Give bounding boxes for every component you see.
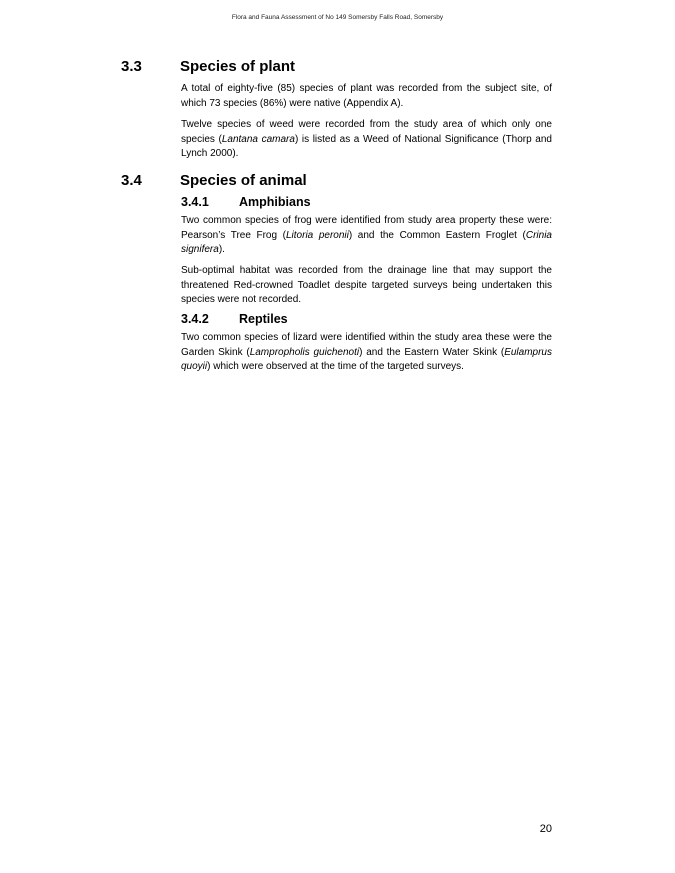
section-3-4-heading: [121, 172, 307, 190]
species-name: Litoria peronii: [286, 229, 349, 241]
subsection-number: 3.4.2: [181, 312, 209, 326]
reptiles-heading: [181, 312, 288, 327]
section-number: 3.3: [121, 58, 142, 75]
subsection-title: Amphibians: [239, 195, 311, 209]
plant-paragraph-2: [181, 118, 552, 162]
subsection-number: 3.4.1: [181, 195, 209, 209]
text-run: ).: [218, 244, 225, 255]
section-title: Species of animal: [180, 172, 307, 189]
text-run: ) which were observed at the time of the targeted surveys.: [207, 361, 464, 372]
text-run: ) and the Common Eastern Froglet (: [348, 229, 526, 241]
text-run: Twelve species of weed were recorded from the study area of which only one species (: [181, 119, 552, 145]
subsection-title: Reptiles: [239, 312, 288, 326]
page-number: 20: [539, 823, 552, 835]
species-name: Lampropholis guichenoti: [249, 346, 360, 358]
text-run: Two common species of lizard were identified within the study area these were the Garden Skink (: [181, 332, 552, 358]
section-title: Species of plant: [180, 58, 296, 75]
species-name: Crinia signifera: [181, 229, 552, 255]
amphibians-paragraph-1: [181, 214, 552, 258]
amphibians-heading: [181, 195, 311, 210]
section-number: 3.4: [121, 172, 142, 189]
reptiles-paragraph-1: [181, 331, 552, 375]
plant-paragraph-1: A total of eighty-five (85) species of plant was recorded from the subject site, of which 73 species (86%) were native (Appendix A).: [181, 83, 552, 109]
text-run: Two common species of frog were identified from study area property these were: Pearson’s Tree Frog (: [181, 215, 552, 241]
running-header: Flora and Fauna Assessment of No 149 Somersby Falls Road, Somersby: [231, 14, 444, 21]
section-3-3-heading: [121, 58, 295, 76]
text-run: ) is listed as a Weed of National Significance (Thorp and Lynch 2000).: [181, 133, 552, 159]
text-run: ) and the Eastern Water Skink (: [359, 346, 505, 358]
species-name: Eulamprus quoyii: [181, 346, 552, 372]
species-name: Lantana camara: [221, 133, 295, 145]
amphibians-paragraph-2: Sub-optimal habitat was recorded from the drainage line that may support the threatened Red-crowned Toadlet despite targeted surveys being undertaken this species were not recorded.: [181, 265, 552, 305]
